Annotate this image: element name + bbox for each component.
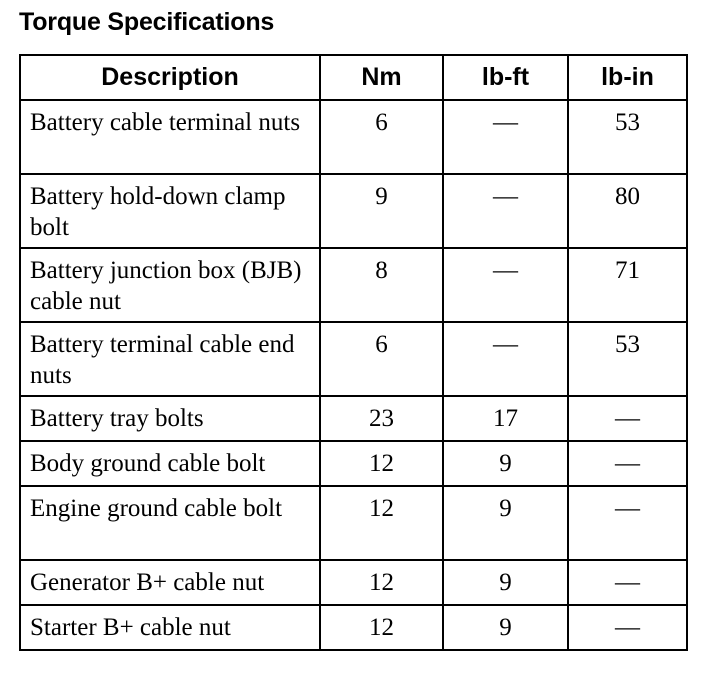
lb-in-cell: 80 [568, 174, 687, 248]
lb-in-cell: 53 [568, 100, 687, 174]
lb-ft-cell: 17 [443, 396, 568, 441]
nm-cell: 12 [320, 605, 443, 650]
nm-cell: 23 [320, 396, 443, 441]
lb-in-cell: — [568, 441, 687, 486]
description-cell: Battery terminal cable end nuts [20, 322, 320, 396]
lb-in-cell: 53 [568, 322, 687, 396]
table-header-row [20, 55, 687, 100]
lb-ft-cell: 9 [443, 605, 568, 650]
description-cell: Battery junction box (BJB) cable nut [20, 248, 320, 322]
lb-in-cell: — [568, 396, 687, 441]
lb-in-cell: 71 [568, 248, 687, 322]
page-title: Torque Specifications [19, 8, 275, 36]
lb-ft-cell: — [443, 248, 568, 322]
table-row [20, 441, 687, 486]
torque-spec-table [19, 54, 688, 651]
lb-ft-cell: — [443, 174, 568, 248]
description-cell: Battery cable terminal nuts [20, 100, 320, 174]
nm-cell: 6 [320, 322, 443, 396]
table-row [20, 100, 687, 174]
description-cell: Body ground cable bolt [20, 441, 320, 486]
nm-cell: 12 [320, 441, 443, 486]
nm-cell: 9 [320, 174, 443, 248]
nm-cell: 12 [320, 486, 443, 560]
column-header-lb-in: lb-in [568, 55, 687, 100]
nm-cell: 12 [320, 560, 443, 605]
description-cell: Generator B+ cable nut [20, 560, 320, 605]
description-cell: Battery hold-down clamp bolt [20, 174, 320, 248]
column-header-nm: Nm [320, 55, 443, 100]
table-row [20, 248, 687, 322]
lb-ft-cell: — [443, 322, 568, 396]
lb-ft-cell: 9 [443, 486, 568, 560]
column-header-description: Description [20, 55, 320, 100]
lb-ft-cell: 9 [443, 441, 568, 486]
table-row [20, 174, 687, 248]
description-cell: Starter B+ cable nut [20, 605, 320, 650]
description-cell: Engine ground cable bolt [20, 486, 320, 560]
column-header-lb-ft: lb-ft [443, 55, 568, 100]
table-row [20, 322, 687, 396]
table-row [20, 605, 687, 650]
table-row [20, 486, 687, 560]
lb-ft-cell: — [443, 100, 568, 174]
lb-in-cell: — [568, 605, 687, 650]
lb-in-cell: — [568, 560, 687, 605]
table-row [20, 560, 687, 605]
lb-ft-cell: 9 [443, 560, 568, 605]
nm-cell: 6 [320, 100, 443, 174]
nm-cell: 8 [320, 248, 443, 322]
description-cell: Battery tray bolts [20, 396, 320, 441]
lb-in-cell: — [568, 486, 687, 560]
table-row [20, 396, 687, 441]
